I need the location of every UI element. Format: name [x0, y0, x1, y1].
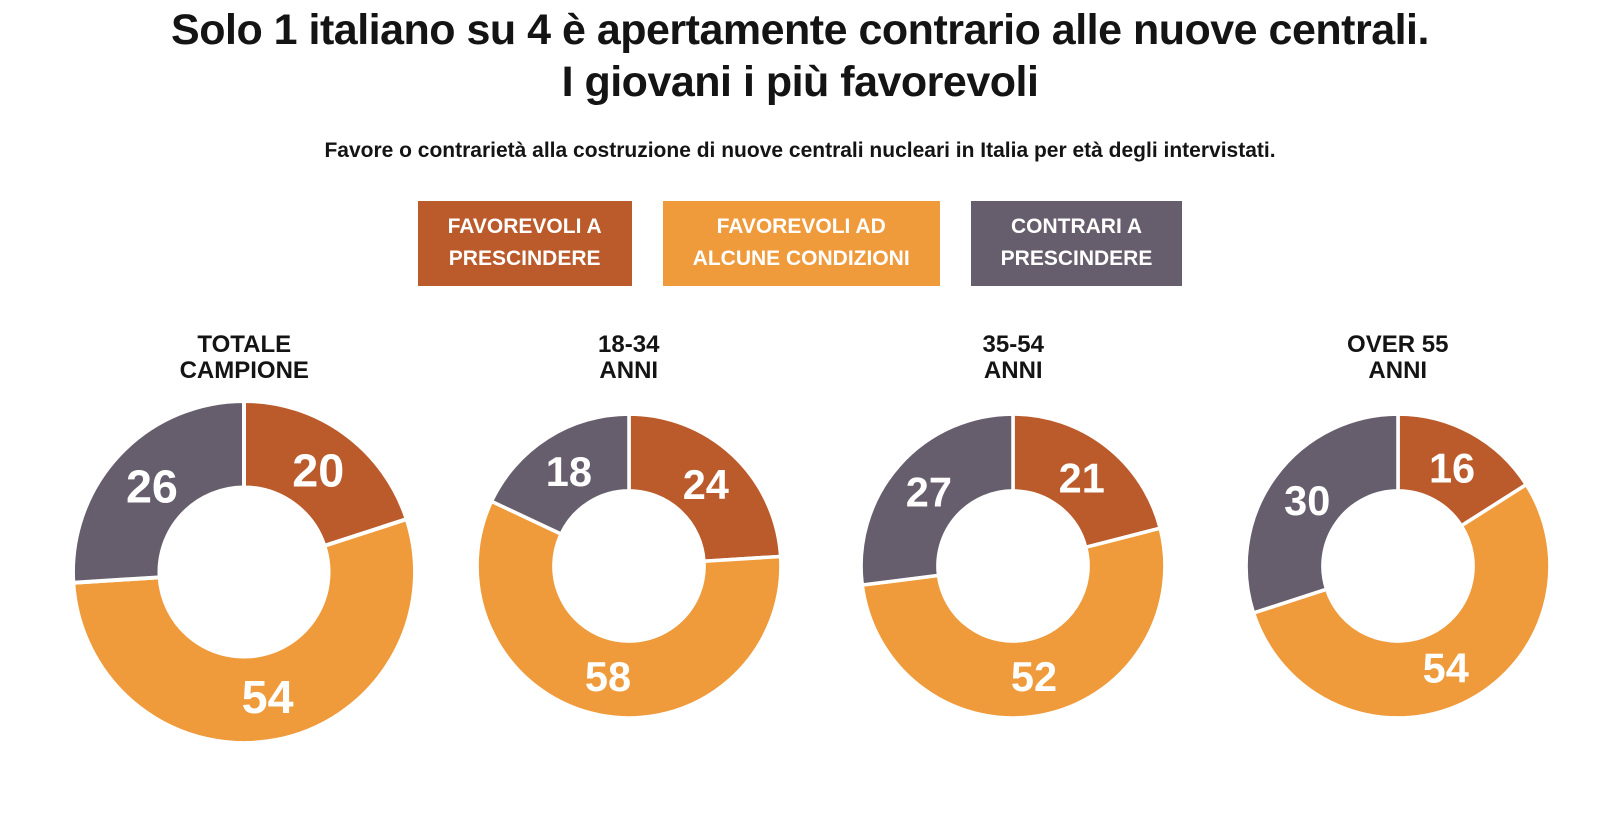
legend-label: CONTRARI A [1010, 214, 1143, 238]
segment-value-label: 26 [126, 460, 179, 513]
page-title-line1: Solo 1 italiano su 4 è apertamente contrario alle nuove centrali. [171, 6, 1429, 54]
chart-category-title [1347, 332, 1448, 385]
chart-title-line1: 35-54 [982, 331, 1044, 358]
donut-chart-over-55-anni [1206, 332, 1591, 751]
segment-value-label: 20 [292, 444, 345, 497]
segment-value-label: 58 [584, 652, 631, 700]
legend-label: PRESCINDERE [1000, 247, 1153, 271]
legend-label: ALCUNE CONDIZIONI [692, 247, 910, 271]
chart-title-line1: OVER 55 [1347, 331, 1449, 358]
segment-value-label: 21 [1058, 454, 1106, 502]
legend-label: FAVOREVOLI AD [716, 214, 886, 238]
donut-18-34-anni [470, 407, 788, 725]
chart-category-title [598, 332, 659, 385]
donut-chart-18-34-anni [437, 332, 822, 751]
donut-chart-35-54-anni [821, 332, 1206, 751]
chart-title-line2: ANNI [1368, 357, 1428, 385]
chart-title-line1: TOTALE [197, 331, 292, 358]
donut-svg [65, 393, 423, 751]
chart-title-line1: 18-34 [598, 331, 660, 358]
segment-value-label: 30 [1283, 476, 1331, 524]
legend-item-favorevoli-a-prescindere [418, 201, 632, 286]
chart-title-line2: CAMPIONE [179, 357, 309, 385]
segment-value-label: 27 [906, 468, 953, 516]
chart-subtitle: Favore o contrarietà alla costruzione di nuove centrali nucleari in Italia per età degli intervistati. [324, 138, 1276, 162]
legend-item-favorevoli-ad-alcune-condizioni [663, 201, 940, 286]
donut-35-54-anni [854, 407, 1172, 725]
segment-value-label: 16 [1428, 444, 1475, 492]
legend-label: FAVOREVOLI A [447, 214, 602, 238]
chart-category-title [180, 332, 309, 385]
chart-legend [0, 201, 1600, 286]
chart-title-line2: ANNI [983, 357, 1043, 385]
chart-title-line2: ANNI [599, 357, 659, 385]
donut-totale-campione [65, 393, 423, 751]
infographic-page [0, 4, 1600, 818]
page-title-line2: I giovani i più favorevoli [561, 58, 1039, 107]
legend-label: PRESCINDERE [448, 247, 601, 271]
chart-category-title [983, 332, 1044, 385]
donut-svg [470, 407, 788, 725]
donut-svg [854, 407, 1172, 725]
donut-over-55-anni [1239, 407, 1557, 725]
donut-chart-totale-campione [52, 332, 437, 751]
segment-value-label: 54 [241, 670, 294, 723]
segment-value-label: 52 [1011, 652, 1058, 700]
donut-svg [1239, 407, 1557, 725]
legend-item-contrari-a-prescindere [971, 201, 1183, 286]
segment-value-label: 24 [682, 460, 729, 508]
segment-value-label: 54 [1422, 644, 1469, 692]
segment-value-label: 18 [545, 448, 592, 496]
page-title [0, 4, 1600, 109]
donut-charts-row [0, 332, 1600, 751]
